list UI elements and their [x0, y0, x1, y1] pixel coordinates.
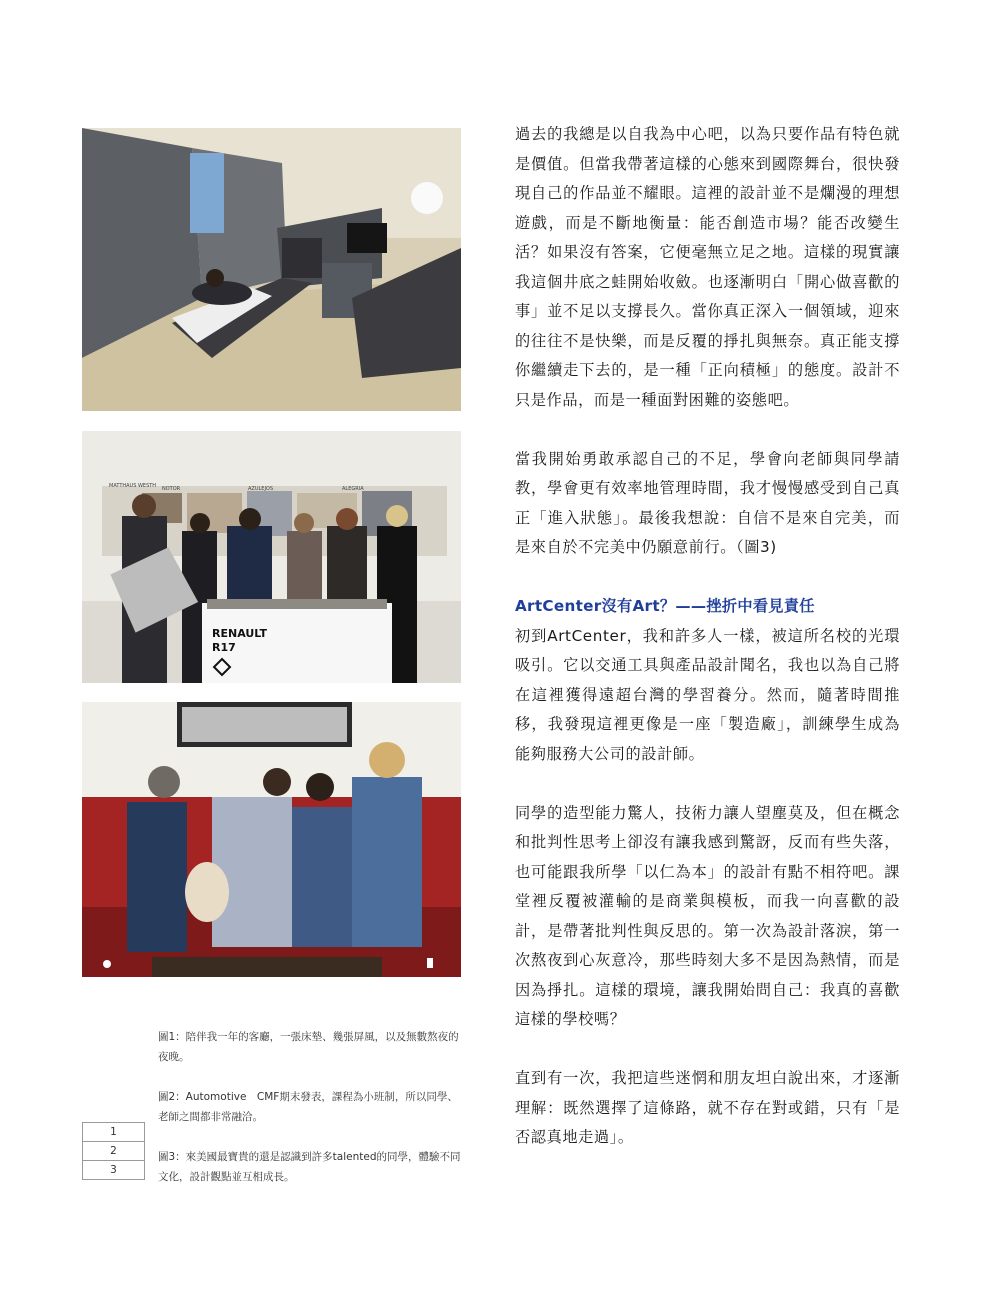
figure-index-cell: 2: [83, 1142, 145, 1161]
paragraph-5: 直到有一次，我把這些迷惘和朋友坦白說出來，才逐漸理解：既然選擇了這條路，就不存在對或錯，只有「是否認真地走過」。: [515, 1069, 900, 1146]
renault-model-text: R17: [212, 641, 236, 654]
board-label-3: AZULEJOS: [248, 486, 274, 492]
figure-index-row: [83, 1123, 145, 1142]
person-icon: [103, 960, 111, 968]
caption-figure-2: 圖2：Automotive CMF期末發表，課程為小班制，所以同學、老師之間都非常融洽。: [158, 1091, 458, 1123]
board-label-1: MATTHAUS WESTH: [109, 483, 157, 489]
board-label-4: ALEGRIA: [342, 486, 364, 492]
paragraph-1: 過去的我總是以自我為中心吧，以為只要作品有特色就是價值。但當我帶著這樣的心態來到國際舞台，很快發現自己的作品並不耀眼。這裡的設計並不是爛漫的理想遊戲，而是不斷地衡量：能否創造市場？能否改變生活？如果沒有答案，它便毫無立足之地。這樣的現實讓我這個井底之蛙開始收斂。也逐漸明白「開心做喜歡的事」並不足以支撐長久。當你真正深入一個領域，迎來的往往不是快樂，而是反覆的掙扎與無奈。真正能支撐你繼續走下去的，是一種「正向積極」的態度。設計不只是作品，而是一種面對困難的姿態吧。: [515, 125, 900, 409]
paragraph-3: 初到ArtCenter，我和許多人一樣，被這所名校的光環吸引。它以交通工具與產品設計聞名，我也以為自己將在這裡獲得遠超台灣的學習養分。然而，隨著時間推移，我發現這裡更像是一座「製造廠」，訓練學生成為能夠服務大公司的設計師。: [515, 626, 900, 763]
photo-living-room: [82, 128, 461, 411]
figure-index-table: [82, 1122, 145, 1180]
article-body: [515, 120, 900, 1153]
section-heading: ArtCenter沒有Art？——挫折中看見責任: [515, 597, 815, 615]
photo-automotive-presentation: [82, 431, 461, 683]
figure-index-row: [83, 1142, 145, 1161]
board-label-2: NOTOR: [162, 486, 181, 492]
volume-icon: [427, 958, 433, 968]
friends-image: [82, 702, 461, 977]
photo-friends-sofa: [82, 702, 461, 977]
figure-index-row: [83, 1161, 145, 1180]
caption-figure-3: 圖3：來美國最寶貴的還是認識到許多talented的同學，體驗不同文化，設計觀點並互相成長。: [158, 1151, 461, 1183]
figure-index-cell: 3: [83, 1161, 145, 1180]
figure-index-cell: 1: [83, 1123, 145, 1142]
paragraph-2: 當我開始勇敢承認自己的不足，學會向老師與同學請教，學會更有效率地管理時間，我才慢慢感受到自己真正「進入狀態」。最後我想說：自信不是來自完美，而是來自於不完美中仍願意前行。（圖3): [515, 449, 900, 556]
caption-figure-1: 圖1：陪伴我一年的客廳，一張床墊、幾張屏風，以及無數熬夜的夜晚。: [158, 1031, 459, 1063]
presentation-image: [82, 431, 461, 683]
living-room-image: [82, 128, 461, 411]
renault-brand-text: RENAULT: [212, 627, 267, 640]
paragraph-4: 同學的造型能力驚人，技術力讓人望塵莫及，但在概念和批判性思考上卻沒有讓我感到驚訝，反而有些失落，也可能跟我所學「以仁為本」的設計有點不相符吧。課堂裡反覆被灌輸的是商業與模板，而我一向喜歡的設計，是帶著批判性與反思的。第一次為設計落淚，第一次熬夜到心灰意冷，那些時刻大多不是因為熱情，而是因為掙扎。這樣的環境，讓我開始問自己：我真的喜歡這樣的學校嗎？: [515, 803, 900, 1028]
